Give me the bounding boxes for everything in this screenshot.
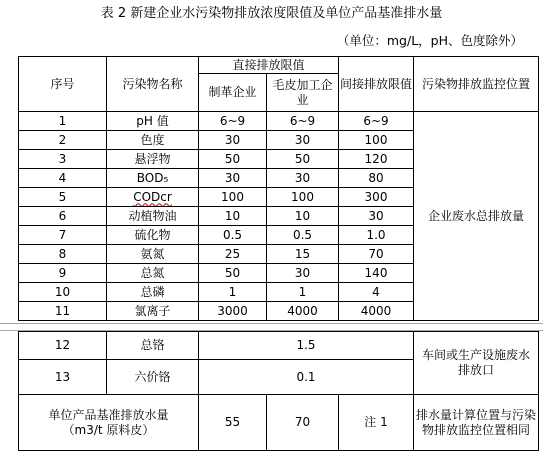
cell-no: 1 xyxy=(19,112,107,131)
cell-tanning: 25 xyxy=(199,245,267,264)
row12-no: 12 xyxy=(19,332,107,360)
unit-water-label-line2: （m3/t 原料皮） xyxy=(62,422,155,437)
row13-value: 0.1 xyxy=(199,360,414,395)
unit-water-fur: 70 xyxy=(267,395,339,451)
cell-fur: 15 xyxy=(267,245,339,264)
row13-no: 13 xyxy=(19,360,107,395)
table-row xyxy=(19,112,539,131)
cell-pollutant: 氯离子 xyxy=(107,302,199,321)
cell-no: 3 xyxy=(19,150,107,169)
table-title: 表 2 新建企业水污染物排放浓度限值及单位产品基准排水量 xyxy=(100,6,443,21)
cell-pollutant: 悬浮物 xyxy=(107,150,199,169)
cell-indirect: 4000 xyxy=(339,302,414,321)
row12-value: 1.5 xyxy=(199,332,414,360)
cell-no: 4 xyxy=(19,169,107,188)
cell-tanning: 1 xyxy=(199,283,267,302)
cell-indirect: 6~9 xyxy=(339,112,414,131)
cell-tanning: 100 xyxy=(199,188,267,207)
cell-indirect: 1.0 xyxy=(339,226,414,245)
workshop-monitor-line1: 车间或生产设施废水 xyxy=(421,348,530,362)
cell-pollutant: BOD₅ xyxy=(107,169,199,188)
cell-fur: 50 xyxy=(267,150,339,169)
cell-fur: 30 xyxy=(267,131,339,150)
cell-indirect: 30 xyxy=(339,207,414,226)
cell-indirect: 70 xyxy=(339,245,414,264)
table-break xyxy=(0,323,543,331)
cell-fur: 10 xyxy=(267,207,339,226)
unit-water-label xyxy=(19,395,199,451)
cell-no: 10 xyxy=(19,283,107,302)
unit-water-label-line1: 单位产品基准排放水量 xyxy=(48,407,169,422)
cell-no: 11 xyxy=(19,302,107,321)
cell-pollutant: 动植物油 xyxy=(107,207,199,226)
header-fur: 毛皮加工企业 xyxy=(267,74,339,112)
cell-pollutant: pH 值 xyxy=(107,112,199,131)
header-pollutant: 污染物名称 xyxy=(107,57,199,112)
unit-water-tanning: 55 xyxy=(199,395,267,451)
cell-fur: 4000 xyxy=(267,302,339,321)
unit-water-monitor: 排水量计算位置与污染物排放监控位置相同 xyxy=(414,395,539,451)
workshop-monitor xyxy=(414,332,539,395)
cell-indirect: 100 xyxy=(339,131,414,150)
cell-tanning: 30 xyxy=(199,131,267,150)
pollutant-limits-table xyxy=(18,56,539,321)
cell-no: 6 xyxy=(19,207,107,226)
cell-pollutant: 总磷 xyxy=(107,283,199,302)
cell-tanning: 50 xyxy=(199,264,267,283)
cell-pollutant: 总氮 xyxy=(107,264,199,283)
cell-pollutant: 氨氮 xyxy=(107,245,199,264)
header-tanning: 制革企业 xyxy=(199,74,267,112)
cell-fur: 100 xyxy=(267,188,339,207)
header-direct: 直接排放限值 xyxy=(199,57,339,74)
cell-tanning: 0.5 xyxy=(199,226,267,245)
row12-name: 总铬 xyxy=(107,332,199,360)
table-body xyxy=(19,112,539,321)
lower-table xyxy=(18,331,539,451)
header-monitor: 污染物排放监控位置 xyxy=(414,57,539,112)
unit-water-note: 注 1 xyxy=(339,395,414,451)
cell-tanning: 3000 xyxy=(199,302,267,321)
row13-name: 六价铬 xyxy=(107,360,199,395)
cell-pollutant: CODcr xyxy=(107,188,199,207)
cell-fur: 0.5 xyxy=(267,226,339,245)
header-indirect: 间接排放限值 xyxy=(339,57,414,112)
cell-tanning: 50 xyxy=(199,150,267,169)
cell-indirect: 140 xyxy=(339,264,414,283)
monitor-wastewater-cell: 企业废水总排放量 xyxy=(414,112,539,321)
cell-pollutant: 硫化物 xyxy=(107,226,199,245)
cell-tanning: 10 xyxy=(199,207,267,226)
cell-fur: 1 xyxy=(267,283,339,302)
workshop-monitor-line2: 排放口 xyxy=(457,363,494,377)
unit-note: （单位：mg/L，pH、色度除外） xyxy=(336,33,523,48)
cell-fur: 6~9 xyxy=(267,112,339,131)
cell-pollutant: 色度 xyxy=(107,131,199,150)
cell-fur: 30 xyxy=(267,264,339,283)
cell-tanning: 30 xyxy=(199,169,267,188)
cell-indirect: 80 xyxy=(339,169,414,188)
cell-indirect: 4 xyxy=(339,283,414,302)
cell-indirect: 120 xyxy=(339,150,414,169)
cell-fur: 30 xyxy=(267,169,339,188)
cell-no: 2 xyxy=(19,131,107,150)
cell-no: 9 xyxy=(19,264,107,283)
cell-no: 7 xyxy=(19,226,107,245)
cell-no: 8 xyxy=(19,245,107,264)
header-no: 序号 xyxy=(19,57,107,112)
cell-tanning: 6~9 xyxy=(199,112,267,131)
cell-no: 5 xyxy=(19,188,107,207)
cell-indirect: 300 xyxy=(339,188,414,207)
